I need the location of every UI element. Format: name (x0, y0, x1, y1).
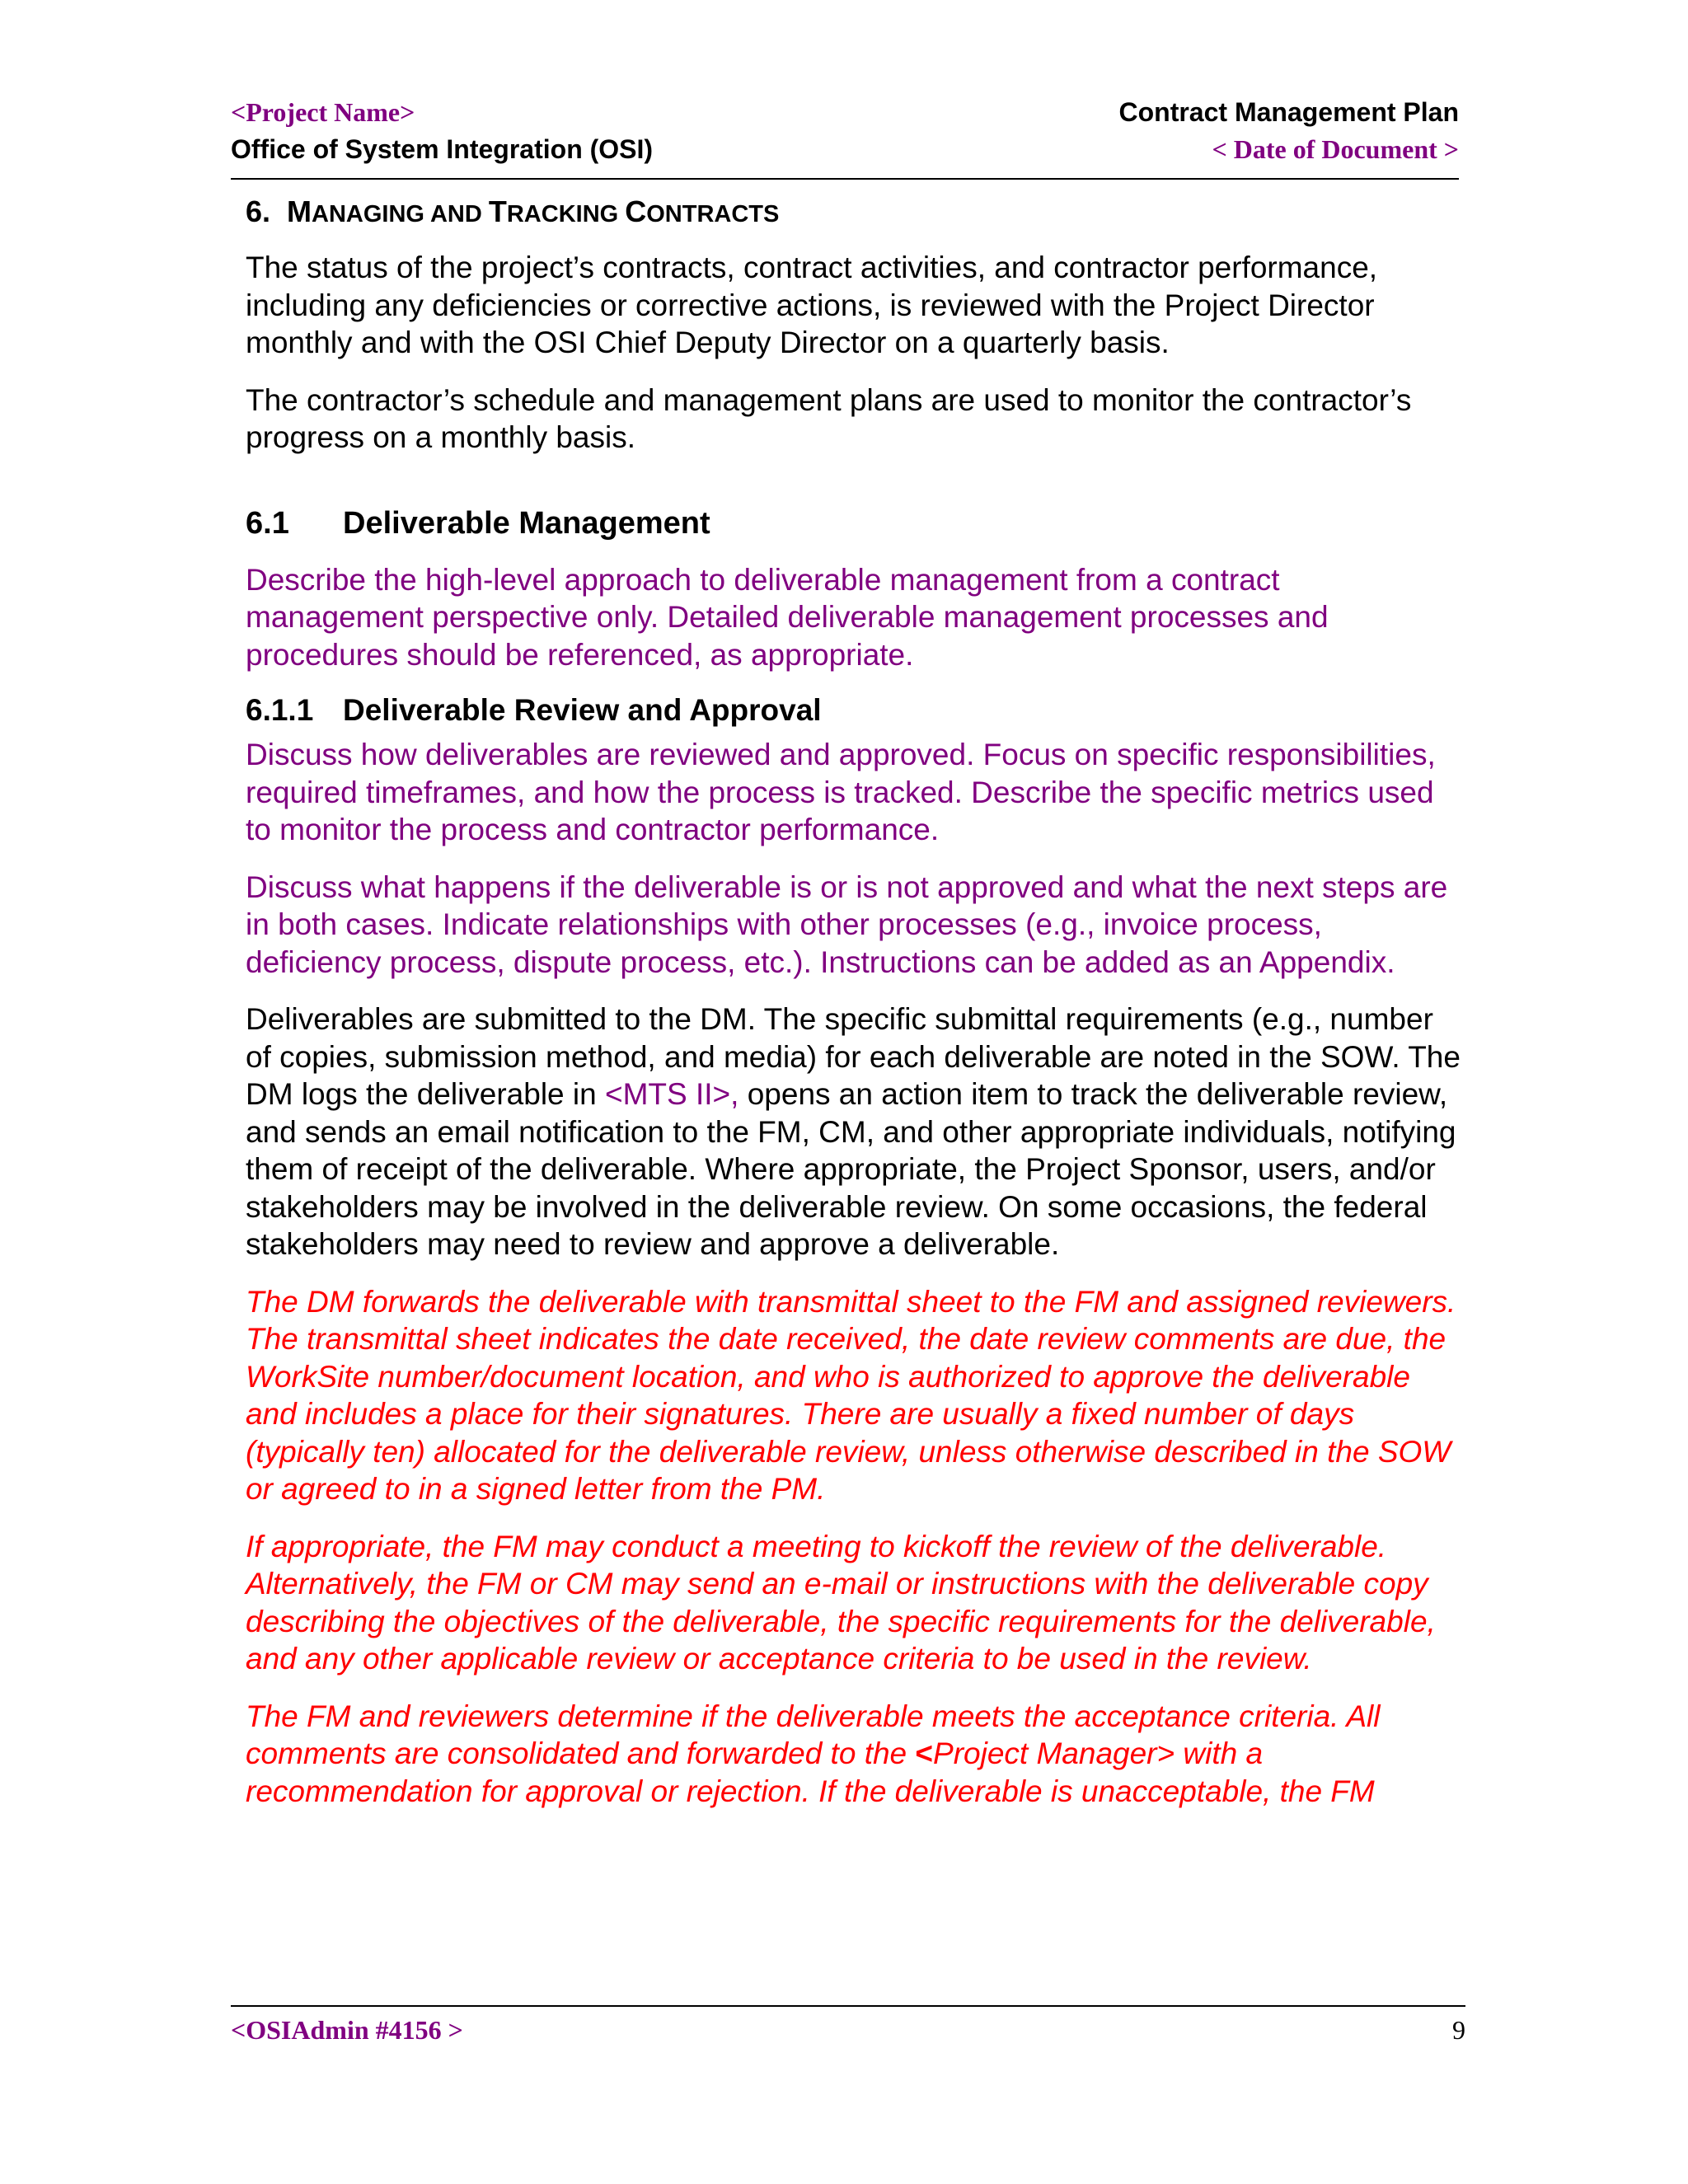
header-row-1 (231, 97, 1459, 128)
section-6-1-1-title: Deliverable Review and Approval (343, 693, 822, 727)
paragraph-text: The FM and reviewers determine if the deliverable meets the acceptance criteria. All comments are consolidated and forwarded to the (246, 1699, 1381, 1770)
page-number: 9 (1452, 2015, 1465, 2045)
title-cap-c: C (625, 194, 647, 228)
section-6-1-number: 6.1 (246, 505, 289, 541)
mts-placeholder: <MTS II>, (605, 1077, 739, 1111)
section-6-1-1-instruction-1: Discuss how deliverables are reviewed and approved. Focus on specific responsibilities, required timeframes, and how the process is tracked. Describe the specific metrics used to monitor the process and contractor performance. (246, 738, 1436, 846)
section-6-1-1-instruction-2: Discuss what happens if the deliverable is or is not approved and what the next steps are in both cases. Indicate relationships with other processes (e.g., invoice process, deficiency process, dispute process, etc.). Instructions can be added as an Appendix. (246, 869, 1448, 979)
section-6-title (287, 194, 779, 228)
section-6-1-title: Deliverable Management (343, 505, 710, 541)
header-row-2 (231, 134, 1459, 165)
paragraph-text: opens an action item to track the deliverable review, and sends an email notification to the FM, CM, and other appropriate individuals, notifying them of receipt of the deliverable. Where appropriate, the Project Sponsor, users, and/or stakeholders may be involved in the deliverable review. On some occasions, the federal stakeholders may need to review and approve a deliverable. (246, 1077, 1456, 1261)
title-sc-1: ANAGING AND (312, 201, 489, 227)
section-6-1-1-heading (246, 693, 1465, 728)
section-6-1-1-paragraph-4 (246, 1698, 1465, 1811)
section-6-1-instruction: Describe the high-level approach to deliverable management from a contract management perspective only. Detailed deliverable management processes and procedures should be referenced, as appropriate. (246, 562, 1329, 672)
section-6-1-1-paragraph-3: If appropriate, the FM may conduct a meeting to kickoff the review of the deliverable. Alternatively, the FM or CM may send an e-mail or instructions with the deliverable copy describing the objectives of the deliverable, the specific requirements for the deliverable, and any other applicable review or acceptance criteria to be used in the review. (246, 1529, 1436, 1675)
bold-bracket: < (915, 1736, 934, 1770)
document-date: < Date of Document > (1212, 134, 1459, 164)
page-content (246, 194, 1465, 1830)
page-header (231, 97, 1459, 180)
title-cap-m: M (287, 194, 312, 228)
paragraph-text: Deliverables are submitted to the DM. The specific submittal requirements (e.g., number of copies, submission method, and media) for each deliverable are noted in the SOW. The DM logs the deliverable in (246, 1002, 1461, 1111)
document-title: Contract Management Plan (1118, 97, 1459, 127)
section-6-number: 6. (246, 194, 271, 228)
section-6-1-1-paragraph-2: The DM forwards the deliverable with transmittal sheet to the FM and assigned reviewers. The transmittal sheet indicates the date received, the date review comments are due, the WorkSite number/document location, and who is authorized to approve the deliverable and includes a place for their signatures. There are usually a fixed number of days (typically ten) allocated for the deliverable review, unless otherwise described in the SOW or agreed to in a signed letter from the PM. (246, 1284, 1456, 1506)
section-6-1-1-number: 6.1.1 (246, 693, 314, 727)
section-6-paragraph-1: The status of the project’s contracts, contract activities, and contractor performance, including any deficiencies or corrective actions, is reviewed with the Project Director monthly and with the OSI Chief Deputy Director on a quarterly basis. (246, 251, 1378, 359)
title-cap-t: T (488, 194, 507, 228)
section-6-paragraph-2: The contractor’s schedule and management plans are used to monitor the contractor’s progress on a monthly basis. (246, 382, 1412, 454)
project-name: <Project Name> (231, 97, 415, 127)
section-6-1-1-paragraph-1 (246, 1001, 1465, 1263)
paragraph-text: Project Manager> with a recommendation for approval or rejection. If the deliverable is unacceptable, the FM (246, 1736, 1375, 1808)
section-6-1-heading (246, 506, 1465, 541)
office-name: Office of System Integration (OSI) (231, 134, 654, 164)
footer-document-id: <OSIAdmin #4156 > (231, 2015, 463, 2045)
section-6-heading (246, 194, 1465, 229)
title-sc-2: RACKING (506, 201, 626, 227)
page-footer (231, 2005, 1465, 2046)
title-sc-3: ONTRACTS (646, 201, 780, 227)
